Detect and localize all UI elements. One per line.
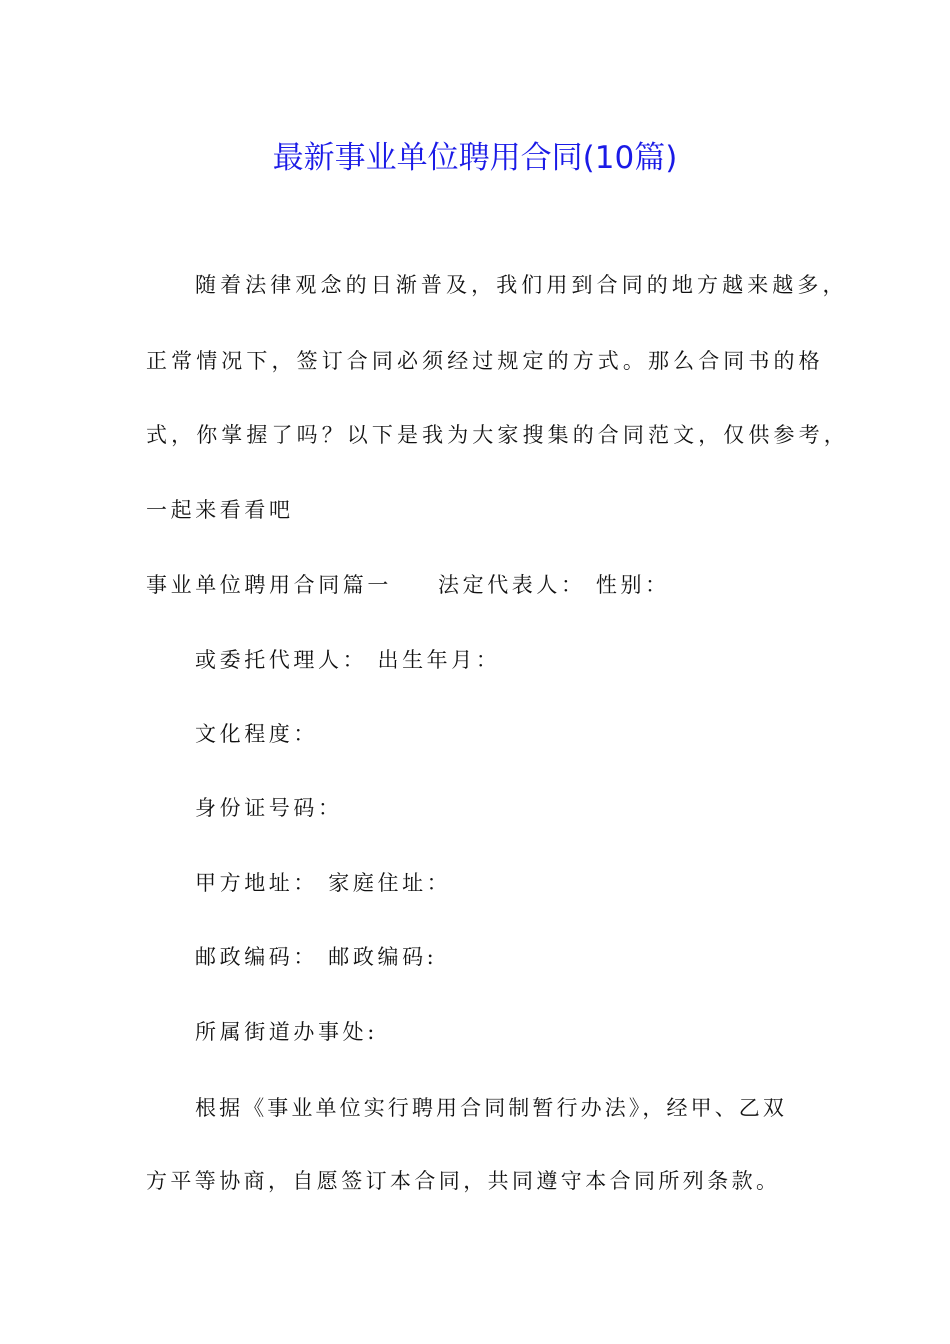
field-entrusted-agent: 或委托代理人：: [195, 648, 368, 672]
field-party-a-address: 甲方地址：: [195, 871, 318, 895]
field-legal-representative: 法定代表人：: [438, 573, 586, 597]
field-id-number: 身份证号码：: [195, 796, 343, 820]
field-postcode-b: 邮政编码:: [328, 945, 438, 969]
field-education: 文化程度：: [195, 722, 318, 746]
field-row-address: [195, 868, 451, 898]
paragraph-line-2: 方平等协商，自愿签订本合同，共同遵守本合同所列条款。: [146, 1169, 781, 1193]
field-row-agent: [195, 645, 500, 675]
field-gender: 性别：: [595, 573, 670, 597]
document-title: 最新事业单位聘用合同(10篇): [272, 140, 678, 176]
paragraph-line-1: 根据《事业单位实行聘用合同制暂行办法》，经甲、乙双: [195, 1096, 787, 1120]
field-home-address: 家庭住址：: [328, 871, 452, 895]
intro-line-3: 式，你掌握了吗？以下是我为大家搜集的合同范文，仅供参考，: [146, 423, 849, 447]
intro-line-2: 正常情况下，签订合同必须经过规定的方式。那么合同书的格: [146, 349, 824, 373]
section-heading: 事业单位聘用合同篇一: [146, 573, 392, 597]
field-street-office: 所属街道办事处:: [195, 1020, 378, 1044]
field-postcode-a: 邮政编码：: [195, 945, 318, 969]
section-heading-row: [146, 570, 670, 600]
field-birth-date: 出生年月：: [377, 648, 501, 672]
field-row-postcode: [195, 942, 437, 972]
intro-line-1: 随着法律观念的日渐普及，我们用到合同的地方越来越多，: [195, 273, 848, 297]
intro-line-4: 一起来看看吧: [146, 498, 294, 522]
